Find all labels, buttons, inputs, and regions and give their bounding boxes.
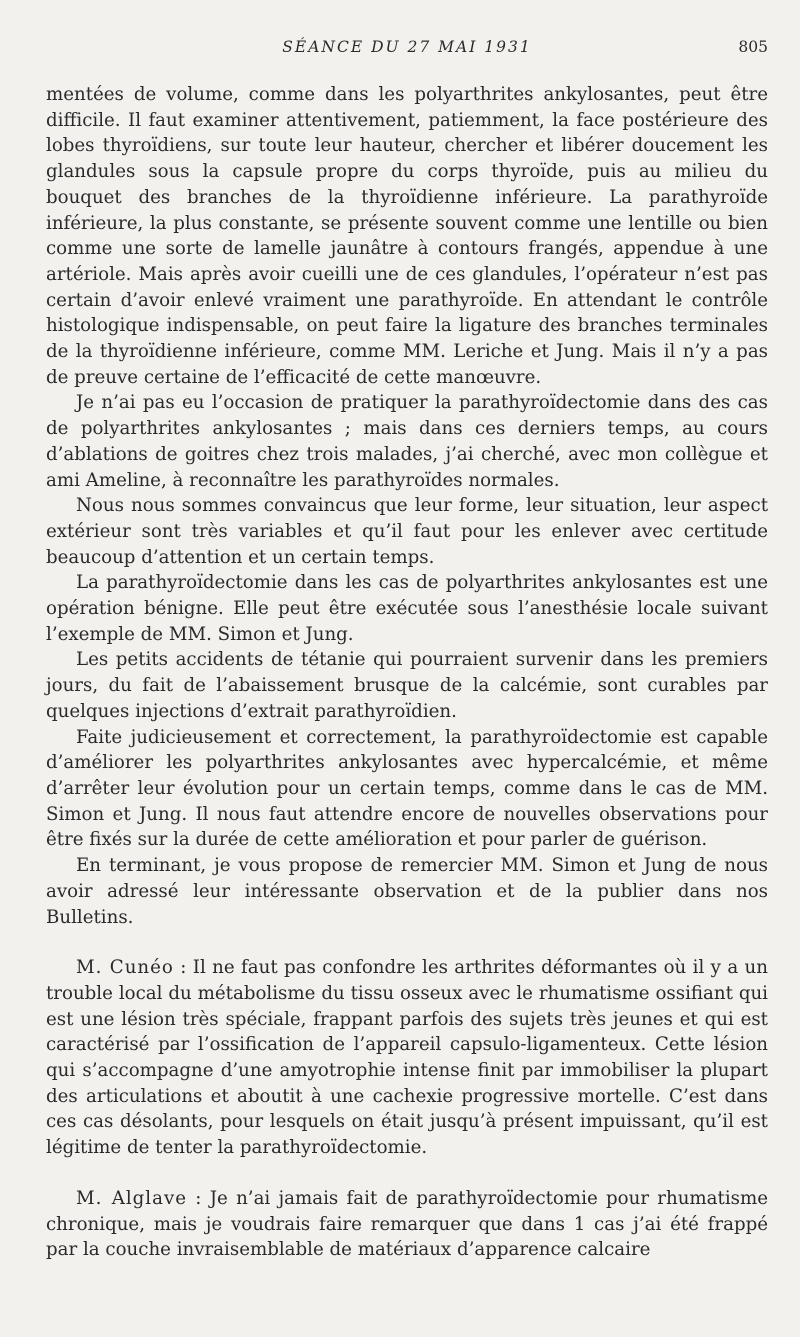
paragraph-1: mentées de volume, comme dans les polyarthrites ankylosantes, peut être difficile. Il faut examiner attentivement, patiemment, la face postérieure des lobes thyroïdiens, sur toute leur hauteur, chercher et libérer doucement les glandules sous la capsule propre du corps thyroïde, puis au milieu du bouquet des branches de la thyroïdienne inférieure. La parathyroïde inférieure, la plus constante, se présente souvent comme une lentille ou bien comme une sorte de lamelle jaunâtre à contours frangés, appendue à une artériole. Mais après avoir cueilli une de ces glandules, l’opérateur n’est pas certain d’avoir enlevé vraiment une parathyroïde. En attendant le contrôle histologique indispensable, on peut faire la ligature des branches terminales de la thyroïdienne inférieure, comme MM. Leriche et Jung. Mais il n’y a pas de preuve certaine de l’efficacité de cette manœuvre. [46, 84, 768, 388]
body-text [46, 82, 768, 1263]
paragraph-2: Je n’ai pas eu l’occasion de pratiquer la parathyroïdectomie dans des cas de polyarthrites ankylosantes ; mais dans ces derniers temps, au cours d’ablations de goitres chez trois malades, j’ai cherché, avec mon collègue et ami Ameline, à reconnaître les parathyroïdes normales. [46, 392, 768, 491]
paragraph-4: La parathyroïdectomie dans les cas de polyarthrites ankylosantes est une opération bénigne. Elle peut être exécutée sous l’anesthésie locale suivant l’exemple de MM. Simon et Jung. [46, 572, 768, 645]
paragraph-6: Faite judicieusement et correctement, la parathyroïdectomie est capable d’améliorer les polyarthrites ankylosantes avec hypercalcémie, et même d’arrêter leur évolution pour un certain temps, comme dans le cas de MM. Simon et Jung. Il nous faut attendre encore de nouvelles observations pour être fixés sur la durée de cette amélioration et pour parler de guérison. [46, 726, 768, 851]
speaker-name: M. Alglave [76, 1187, 187, 1209]
speaker-name: M. Cunéo [76, 957, 174, 979]
intervention-cuneo [46, 955, 768, 1161]
intervention-alglave [46, 1186, 768, 1263]
paragraph-3: Nous nous sommes convaincus que leur forme, leur situation, leur aspect extérieur sont très variables et qu’il faut pour les enlever avec certitude beaucoup d’attention et un certain temps. [46, 495, 768, 568]
running-head-title: SÉANCE DU 27 MAI 1931 [282, 38, 532, 56]
intervention-text: : Il ne faut pas confondre les arthrites déformantes où il y a un trouble local du métabolisme du tissu osseux avec le rhumatisme ossifiant qui est une lésion très spéciale, frappant parfois des sujets très jeunes et qui est caractérisé par l’ossification de l’appareil capsulo-ligamenteux. Cette lésion qui s’accompagne d’une amyotrophie intense finit par immobiliser la plupart des articulations et aboutit à une cachexie progressive mortelle. C’est dans ces cas désolants, pour lesquels on était jusqu’à présent impuissant, qu’il est légitime de tenter la parathyroïdectomie. [46, 957, 768, 1159]
page-number: 805 [738, 38, 768, 56]
paragraph-7: En terminant, je vous propose de remercier MM. Simon et Jung de nous avoir adressé leur intéressante observation et de la publier dans nos Bulletins. [46, 855, 768, 928]
intervention-text: : Je n’ai jamais fait de parathyroïdectomie pour rhumatisme chronique, mais je voudrais faire remarquer que dans 1 cas j’ai été frappé par la couche invraisemblable de matériaux d’apparence calcaire [46, 1187, 768, 1261]
running-head [46, 38, 768, 60]
paragraph-5: Les petits accidents de tétanie qui pourraient survenir dans les premiers jours, du fait de l’abaissement brusque de la calcémie, sont curables par quelques injections d’extrait parathyroïdien. [46, 649, 768, 722]
